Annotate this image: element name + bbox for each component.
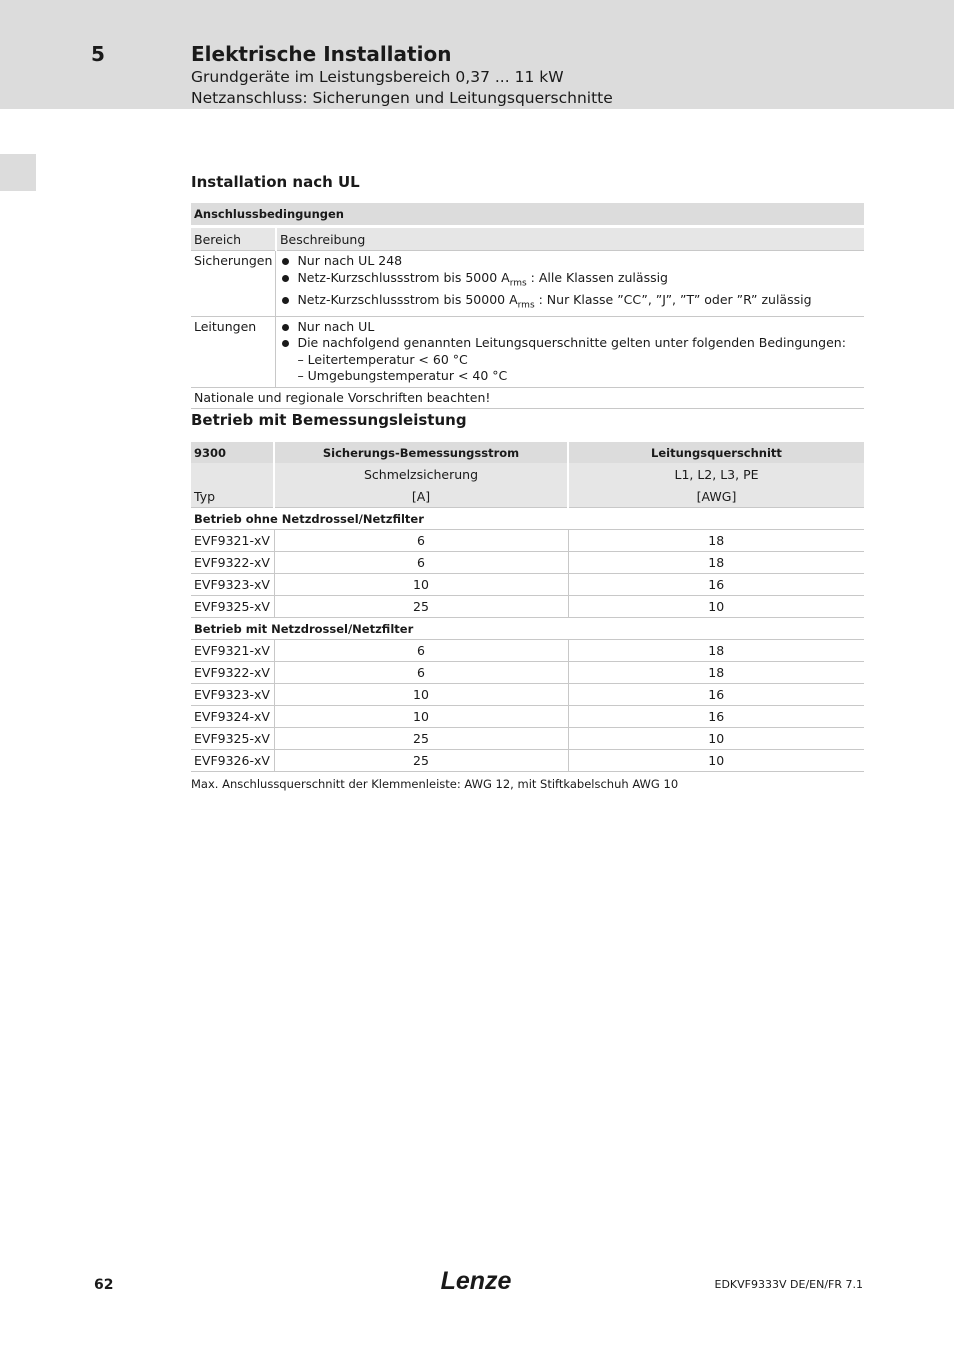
table-header-row (191, 442, 864, 463)
cell-fuse: 6 (274, 530, 568, 552)
section-heading-ul: Installation nach UL (191, 173, 360, 191)
table-row (191, 596, 864, 618)
bullet-list (279, 253, 861, 314)
header-cell (191, 463, 274, 485)
bullet-item: Nur nach UL 248 (279, 253, 861, 270)
cell-fuse: 6 (274, 662, 568, 684)
table-row (191, 662, 864, 684)
column-header-beschreibung: Beschreibung (276, 227, 864, 251)
cell-type: EVF9322-xV (191, 552, 274, 574)
cell-awg: 18 (568, 552, 864, 574)
cell-type: EVF9323-xV (191, 684, 274, 706)
cell-type: EVF9325-xV (191, 728, 274, 750)
column-header-bereich: Bereich (191, 227, 276, 251)
section-heading-rated-power: Betrieb mit Bemessungsleistung (191, 411, 467, 429)
cell-awg: 16 (568, 684, 864, 706)
lenze-logo (436, 1262, 516, 1298)
terminal-footnote: Max. Anschlussquerschnitt der Klemmenleiste: AWG 12, mit Stiftkabelschuh AWG 10 (191, 777, 679, 791)
cell-awg: 10 (568, 750, 864, 772)
cell-type: EVF9321-xV (191, 640, 274, 662)
page-number: 62 (94, 1277, 114, 1293)
table-row (191, 640, 864, 662)
bullet-item: Netz-Kurzschlussstrom bis 50000 $A_{rms}$ : Nur Klasse ”CC”, ”J”, ”T” oder ”R” zulässig (279, 292, 861, 314)
table-row (191, 728, 864, 750)
cell-type: EVF9326-xV (191, 750, 274, 772)
ul-conditions-table (191, 203, 864, 409)
header-cell: [AWG] (568, 485, 864, 508)
cell-awg: 18 (568, 530, 864, 552)
row-label: Leitungen (191, 316, 276, 387)
bullet-item: Nur nach UL (279, 319, 861, 336)
bullet-list (279, 319, 861, 352)
table-row (191, 706, 864, 728)
condition-item: – Leitertemperatur < 60 °C (297, 351, 468, 367)
cell-awg: 16 (568, 706, 864, 728)
row-label: Sicherungen (191, 251, 276, 317)
header-cell: L1, L2, L3, PE (568, 463, 864, 485)
cell-fuse: 25 (274, 596, 568, 618)
column-header-row (191, 227, 864, 251)
row-description (276, 251, 864, 317)
table-row (191, 750, 864, 772)
header-cell: Schmelzsicherung (274, 463, 568, 485)
cell-fuse: 25 (274, 750, 568, 772)
table-row (191, 574, 864, 596)
chapter-title: Elektrische Installation (191, 42, 452, 66)
cell-fuse: 6 (274, 552, 568, 574)
cell-type: EVF9321-xV (191, 530, 274, 552)
fuse-cable-table (191, 442, 864, 772)
regulations-note: Nationale und regionale Vorschriften beachten! (191, 387, 864, 408)
logo-text: Lenze (440, 1267, 512, 1295)
table-row-sicherungen (191, 251, 864, 317)
subtitle-mains-connection: Netzanschluss: Sicherungen und Leitungsquerschnitte (191, 89, 613, 107)
cell-awg: 16 (568, 574, 864, 596)
chapter-side-tab (0, 154, 36, 191)
cell-type: EVF9323-xV (191, 574, 274, 596)
table-subheader-row (191, 463, 864, 485)
table-header-row (191, 203, 864, 227)
cell-awg: 10 (568, 728, 864, 750)
cell-type: EVF9324-xV (191, 706, 274, 728)
group-title: Betrieb ohne Netzdrossel/Netzfilter (191, 508, 864, 530)
bullet-item: Netz-Kurzschlussstrom bis 5000 $A_{rms}$ : Alle Klassen zulässig (279, 270, 861, 292)
table-header: Anschlussbedingungen (191, 203, 864, 227)
header-cell: Typ (191, 485, 274, 508)
cell-fuse: 25 (274, 728, 568, 750)
table-row (191, 530, 864, 552)
header-cell: Sicherungs-Bemessungsstrom (274, 442, 568, 463)
cell-type: EVF9322-xV (191, 662, 274, 684)
table-row-leitungen (191, 316, 864, 387)
cell-fuse: 6 (274, 640, 568, 662)
group-title: Betrieb mit Netzdrossel/Netzfilter (191, 618, 864, 640)
cell-awg: 18 (568, 640, 864, 662)
cell-fuse: 10 (274, 574, 568, 596)
row-description (276, 316, 864, 387)
bullet-item: Die nachfolgend genannten Leitungsquerschnitte gelten unter folgenden Bedingungen: (279, 335, 861, 352)
header-cell: [A] (274, 485, 568, 508)
cell-fuse: 10 (274, 706, 568, 728)
table-row (191, 684, 864, 706)
cell-awg: 18 (568, 662, 864, 684)
cell-awg: 10 (568, 596, 864, 618)
header-cell: 9300 (191, 442, 274, 463)
cell-type: EVF9325-xV (191, 596, 274, 618)
header-cell: Leitungsquerschnitt (568, 442, 864, 463)
document-code: EDKVF9333V DE/EN/FR 7.1 (714, 1278, 863, 1291)
table-unit-row (191, 485, 864, 508)
table-note-row (191, 387, 864, 408)
condition-item: – Umgebungstemperatur < 40 °C (297, 368, 508, 383)
group-row-without-choke (191, 508, 864, 530)
table-row (191, 552, 864, 574)
cell-fuse: 10 (274, 684, 568, 706)
group-row-with-choke (191, 618, 864, 640)
subtitle-power-range: Grundgeräte im Leistungsbereich 0,37 ... 11 kW (191, 68, 564, 86)
chapter-number: 5 (91, 42, 105, 66)
